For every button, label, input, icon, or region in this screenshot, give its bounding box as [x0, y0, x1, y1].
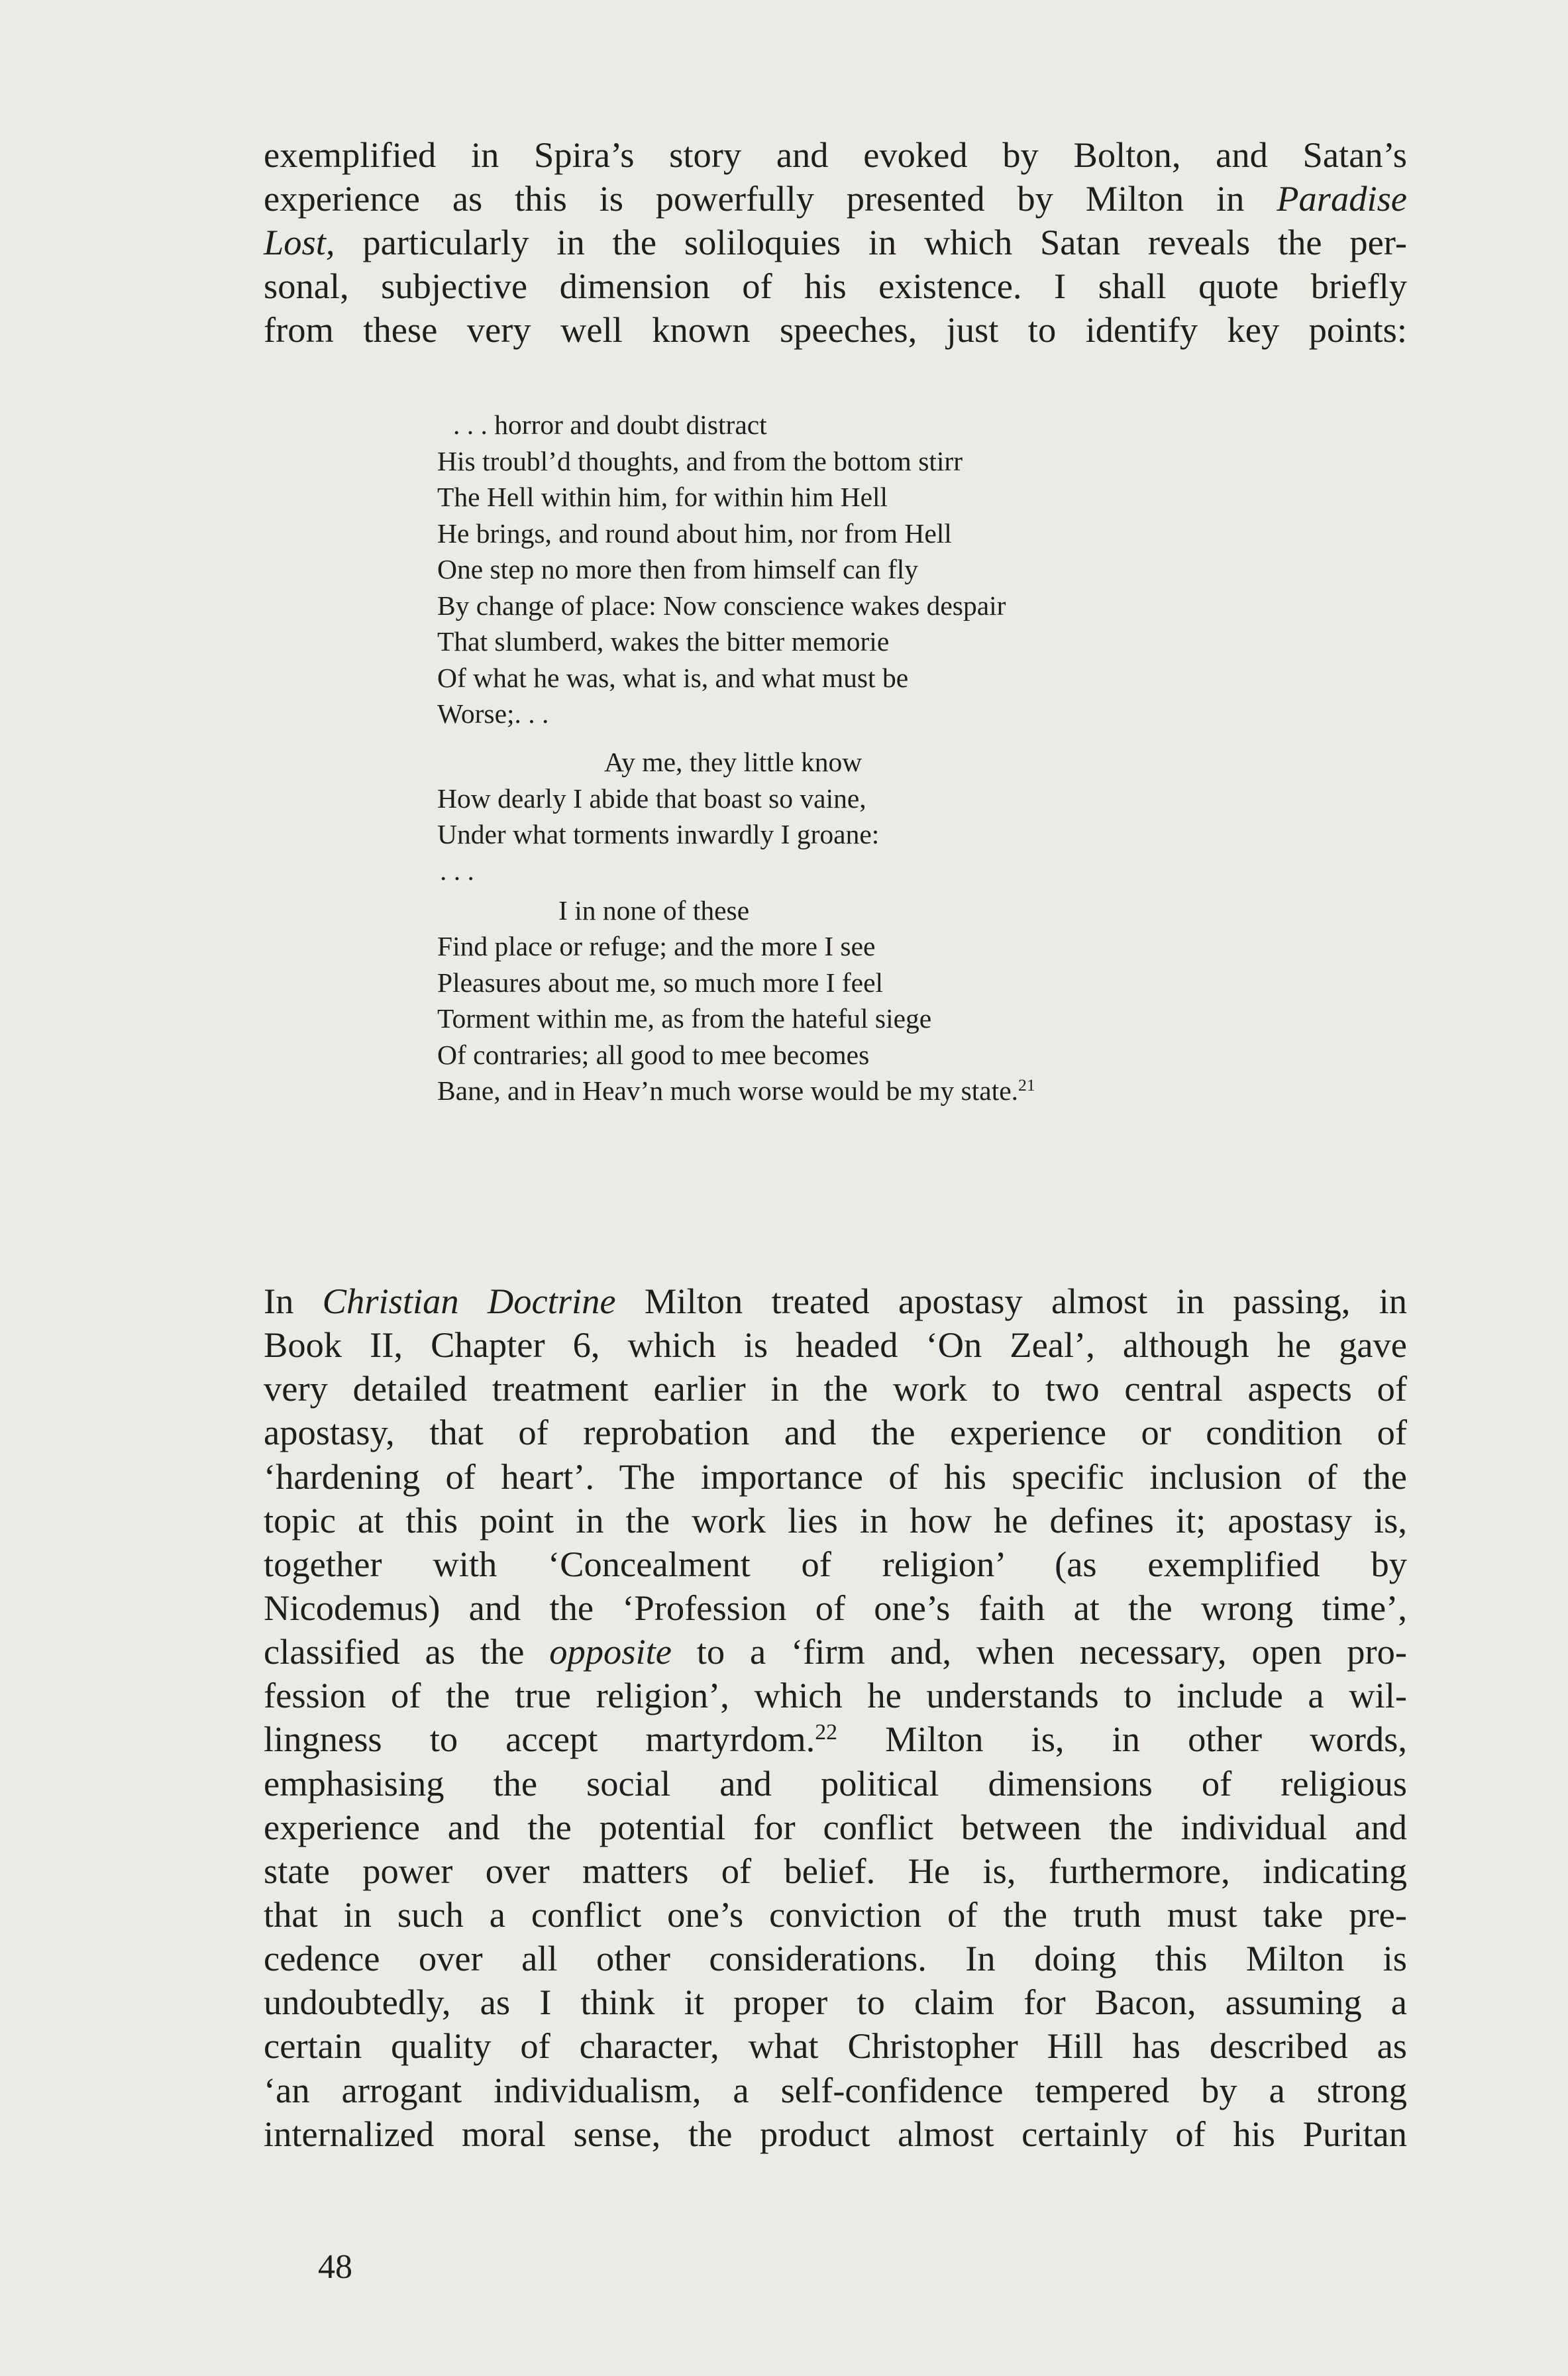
text-line: [264, 1367, 1407, 1411]
text-line: [264, 2024, 1407, 2068]
verse-line: One step no more then from himself can fly: [437, 554, 919, 584]
text-run: topic at this point in the work lies in how he defines it; apostasy is,: [264, 1499, 1407, 1540]
verse-line: That slumberd, wakes the bitter memorie: [437, 626, 890, 657]
text-line: [264, 1674, 1407, 1717]
verse-line: . . . horror and doubt distract: [453, 409, 767, 440]
verse-quotation: [437, 407, 1298, 1109]
verse-line: I in none of these: [558, 894, 750, 926]
text-run: emphasising the social and political dimensions of religious: [264, 1762, 1407, 1804]
text-run: particularly in the soliloquies in which Satan reveals the per-: [335, 222, 1407, 263]
verse-line: By change of place: Now conscience wakes despair: [437, 590, 1006, 621]
text-run: ‘hardening of heart’. The importance of his specific inclusion of the: [264, 1456, 1407, 1497]
text-line: [264, 2069, 1407, 2112]
verse-line: Of what he was, what is, and what must be: [437, 662, 909, 693]
text-run: Nicodemus) and the ‘Profession of one’s faith at the wrong time’,: [264, 1587, 1407, 1628]
text-line: [264, 1762, 1407, 1806]
footnote-marker: 22: [815, 1719, 837, 1745]
text-run: In: [264, 1281, 323, 1321]
verse-line: The Hell within him, for within him Hell: [437, 482, 888, 512]
text-line: [264, 1455, 1407, 1499]
verse-line: Worse;. . .: [437, 698, 549, 729]
text-run: Book II, Chapter 6, which is headed ‘On Zeal’, although he gave: [264, 1324, 1407, 1366]
text-line: [264, 1980, 1407, 2024]
text-line: [264, 1411, 1407, 1454]
text-line: [264, 2112, 1407, 2156]
text-line: [264, 1893, 1407, 1937]
text-run: certain quality of character, what Christopher Hill has described as: [264, 2025, 1407, 2067]
verse-line: How dearly I abide that boast so vaine,: [437, 783, 866, 814]
text-run: state power over matters of belief. He is, furthermore, indicating: [264, 1850, 1407, 1891]
text-run: very detailed treatment earlier in the work to two central aspects of: [264, 1368, 1407, 1409]
text-line: [264, 1279, 1407, 1323]
verse-line: Find place or refuge; and the more I see: [437, 931, 876, 961]
verse-line: He brings, and round about him, nor from Hell: [437, 517, 952, 549]
text-line: [264, 1806, 1407, 1849]
text-line: [264, 308, 1407, 352]
text-line: [264, 1630, 1407, 1674]
italic-run: opposite: [549, 1631, 672, 1672]
italic-run: Lost,: [264, 222, 335, 263]
text-line: [264, 1937, 1407, 1980]
text-line: [264, 1323, 1407, 1367]
paragraph-christian-doctrine: [264, 1279, 1407, 2156]
text-run: Milton treated apostasy almost in passing, in: [615, 1281, 1407, 1321]
text-line: [264, 177, 1407, 221]
text-run: ‘an arrogant individualism, a self-confidence tempered by a strong: [264, 2069, 1407, 2110]
text-run: apostasy, that of reprobation and the experience or condition of: [264, 1412, 1407, 1453]
text-run: to a ‘firm and, when necessary, open pro-: [671, 1631, 1407, 1672]
text-line: [264, 1499, 1407, 1542]
text-run: experience and the potential for conflict between the individual and: [264, 1806, 1407, 1847]
italic-run: Christian Doctrine: [322, 1281, 616, 1321]
text-run: that in such a conflict one’s conviction of the truth must take pre-: [264, 1894, 1407, 1935]
text-run: fession of the true religion’, which he understands to include a wil-: [264, 1675, 1407, 1716]
text-run: experience as this is powerfully presented by Milton in: [264, 178, 1277, 219]
text-run: exemplified in Spira’s story and evoked by Bolton, and Satan’s: [264, 135, 1407, 175]
text-line: [264, 1849, 1407, 1893]
verse-line: . . .: [440, 855, 474, 886]
paragraph-intro: [264, 133, 1407, 352]
text-line: [264, 1586, 1407, 1630]
verse-line: Under what torments inwardly I groane:: [437, 819, 880, 849]
verse-line: His troubl’d thoughts, and from the bottom stirr: [437, 445, 963, 476]
text-line: [264, 1717, 1407, 1761]
text-run: lingness to accept martyrdom.: [264, 1719, 815, 1760]
verse-line: Ay me, they little know: [604, 747, 862, 777]
footnote-marker: 21: [1018, 1075, 1035, 1095]
text-run: cedence over all other considerations. In doing this Milton is: [264, 1938, 1407, 1979]
text-line: [264, 221, 1407, 264]
verse-line-text: Bane, and in Heav’n much worse would be my state.: [437, 1075, 1019, 1106]
text-line: [264, 264, 1407, 308]
text-run: undoubtedly, as I think it proper to claim for Bacon, assuming a: [264, 1982, 1407, 2023]
verse-line: Of contraries; all good to mee becomes: [437, 1039, 870, 1070]
text-run: Milton is, in other words,: [837, 1719, 1407, 1760]
verse-line-final: [437, 1073, 1298, 1109]
page-number: 48: [318, 2248, 352, 2286]
text-run: internalized moral sense, the product almost certainly of his Puritan: [264, 2113, 1407, 2154]
text-run: classified as the: [264, 1631, 550, 1672]
italic-run: Paradise: [1277, 178, 1407, 219]
text-run: sonal, subjective dimension of his existence. I shall quote briefly: [264, 266, 1407, 307]
text-line: [264, 1542, 1407, 1586]
text-run: together with ‘Concealment of religion’ (as exemplified by: [264, 1543, 1407, 1584]
verse-line: Pleasures about me, so much more I feel: [437, 967, 884, 998]
text-run: from these very well known speeches, just to identify key points:: [264, 309, 1407, 351]
text-line: [264, 133, 1407, 177]
verse-line: Torment within me, as from the hateful siege: [437, 1003, 932, 1034]
